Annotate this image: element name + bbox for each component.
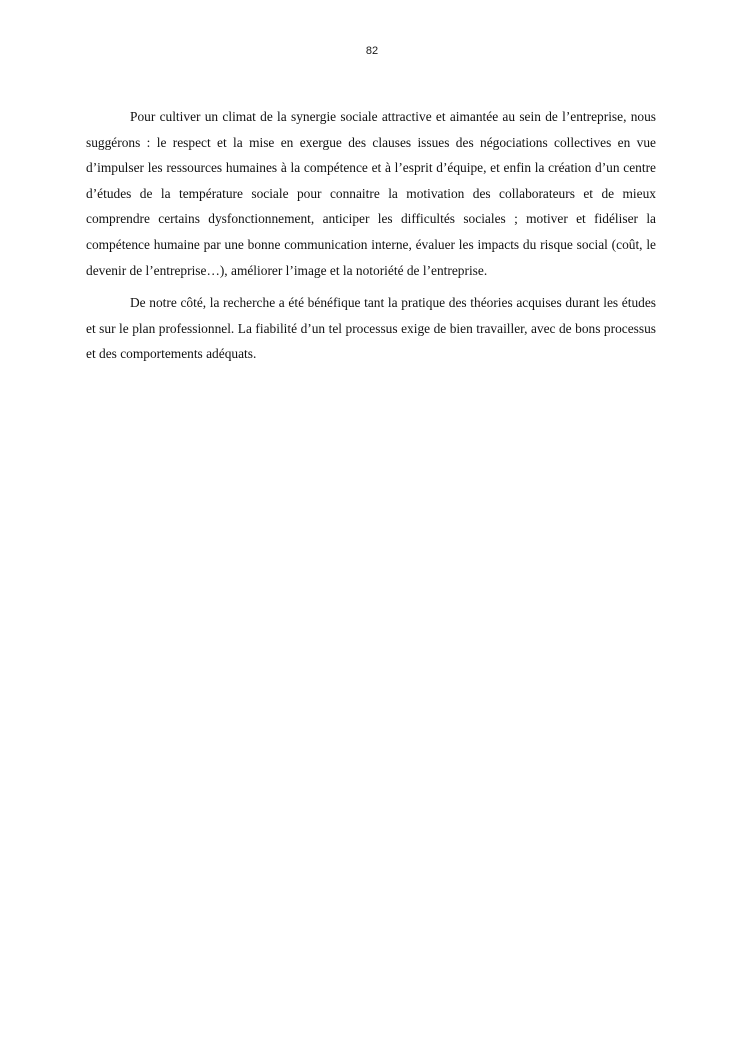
page-number: 82 [365,45,379,57]
paragraph-recommendations: Pour cultiver un climat de la synergie sociale attractive et aimantée au sein de l’entreprise, nous suggérons : le respect et la mise en exergue des clauses issues des négociations collectives en vue d’impulser les ressources humaines à la compétence et à l’esprit d’équipe, et enfin la création d’un centre d’études de la température sociale pour connaitre la motivation des collaborateurs et de mieux comprendre certains dysfonctionnement, anticiper les difficultés sociales ; motiver et fidéliser la compétence humaine par une bonne communication interne, évaluer les impacts du risque social (coût, le devenir de l’entreprise…), améliorer l’image et la notoriété de l’entreprise. [86,109,656,278]
paragraph-research-benefits: De notre côté, la recherche a été bénéfique tant la pratique des théories acquises durant les études et sur le plan professionnel. La fiabilité d’un tel processus exige de bien travailler, avec de bons processus et des comportements adéquats. [86,295,656,362]
page-body [86,104,656,367]
